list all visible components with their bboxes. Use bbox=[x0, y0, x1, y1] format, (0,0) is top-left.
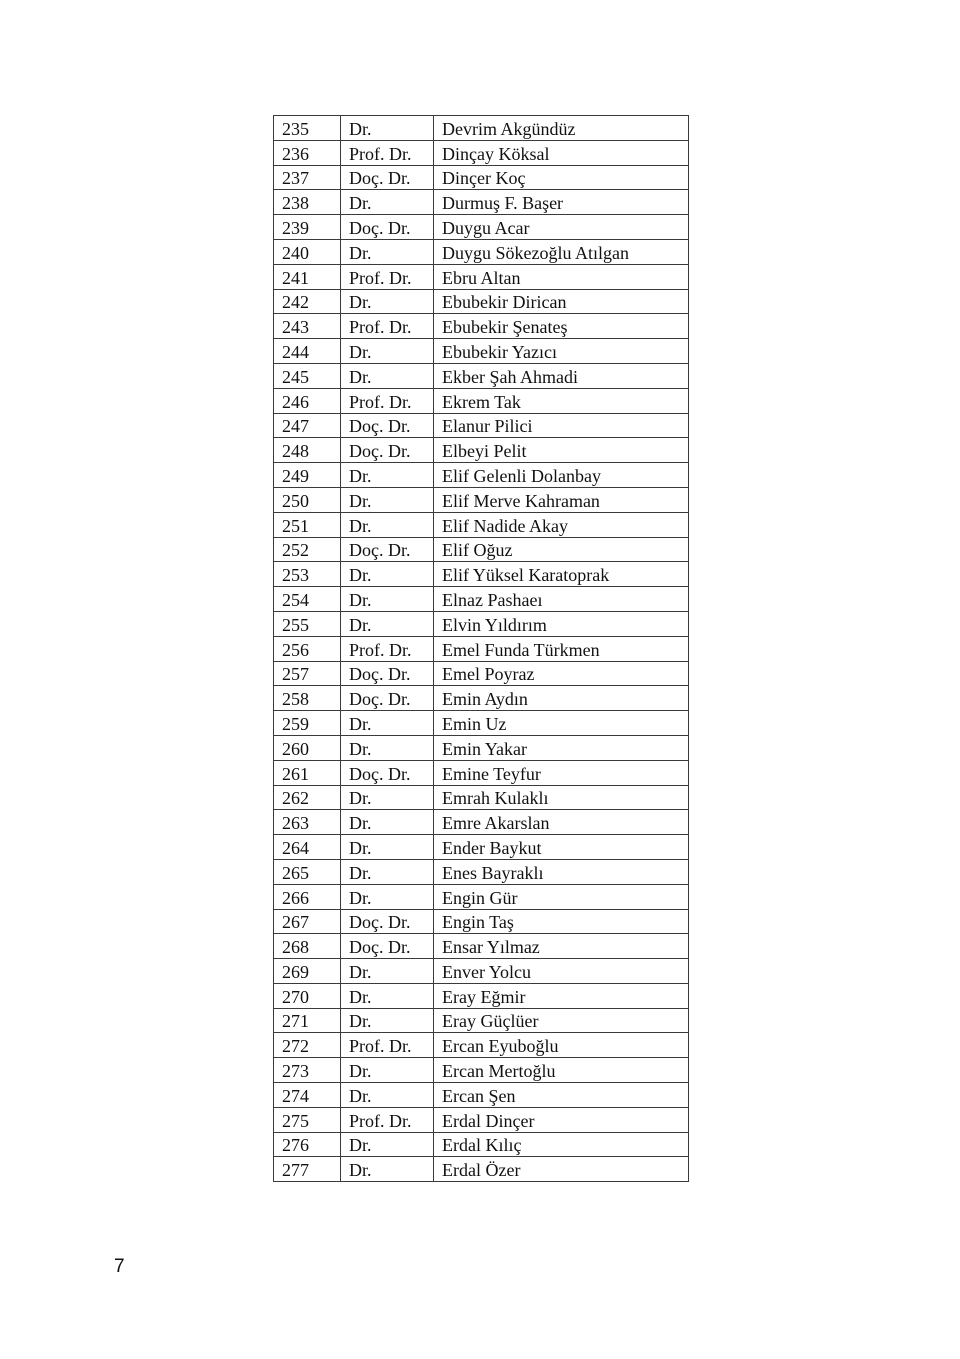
row-number-cell: 249 bbox=[274, 463, 341, 488]
row-number-cell: 247 bbox=[274, 413, 341, 438]
person-name-cell: Elanur Pilici bbox=[434, 413, 689, 438]
row-number-cell: 256 bbox=[274, 636, 341, 661]
academic-title-cell: Dr. bbox=[341, 562, 434, 587]
row-number-cell: 241 bbox=[274, 264, 341, 289]
table-row bbox=[274, 587, 689, 612]
academic-title-cell: Prof. Dr. bbox=[341, 264, 434, 289]
table-row bbox=[274, 785, 689, 810]
academic-title-cell: Dr. bbox=[341, 983, 434, 1008]
row-number-cell: 257 bbox=[274, 661, 341, 686]
row-number-cell: 263 bbox=[274, 810, 341, 835]
row-number-cell: 239 bbox=[274, 215, 341, 240]
academic-title-cell: Doç. Dr. bbox=[341, 934, 434, 959]
row-number-cell: 277 bbox=[274, 1157, 341, 1182]
academic-title-cell: Dr. bbox=[341, 463, 434, 488]
academic-title-cell: Dr. bbox=[341, 512, 434, 537]
row-number-cell: 271 bbox=[274, 1008, 341, 1033]
person-name-cell: Elnaz Pashaeı bbox=[434, 587, 689, 612]
row-number-cell: 274 bbox=[274, 1083, 341, 1108]
table-row bbox=[274, 760, 689, 785]
table-row bbox=[274, 735, 689, 760]
row-number-cell: 266 bbox=[274, 884, 341, 909]
academic-title-cell: Dr. bbox=[341, 587, 434, 612]
person-name-cell: Elbeyi Pelit bbox=[434, 438, 689, 463]
row-number-cell: 255 bbox=[274, 611, 341, 636]
person-name-cell: Eray Eğmir bbox=[434, 983, 689, 1008]
person-name-cell: Durmuş F. Başer bbox=[434, 190, 689, 215]
person-name-cell: Emin Aydın bbox=[434, 686, 689, 711]
academic-title-cell: Dr. bbox=[341, 190, 434, 215]
table-row bbox=[274, 636, 689, 661]
academic-title-cell: Prof. Dr. bbox=[341, 1107, 434, 1132]
row-number-cell: 262 bbox=[274, 785, 341, 810]
row-number-cell: 264 bbox=[274, 835, 341, 860]
academic-title-cell: Doç. Dr. bbox=[341, 165, 434, 190]
person-name-cell: Ebru Altan bbox=[434, 264, 689, 289]
table-row bbox=[274, 438, 689, 463]
table-row bbox=[274, 1083, 689, 1108]
table-row bbox=[274, 289, 689, 314]
academic-title-cell: Doç. Dr. bbox=[341, 686, 434, 711]
row-number-cell: 246 bbox=[274, 388, 341, 413]
academic-title-cell: Dr. bbox=[341, 859, 434, 884]
academic-title-cell: Dr. bbox=[341, 289, 434, 314]
academic-title-cell: Dr. bbox=[341, 239, 434, 264]
academic-title-cell: Dr. bbox=[341, 884, 434, 909]
person-name-cell: Ercan Mertoğlu bbox=[434, 1058, 689, 1083]
academic-title-cell: Doç. Dr. bbox=[341, 215, 434, 240]
row-number-cell: 259 bbox=[274, 711, 341, 736]
row-number-cell: 243 bbox=[274, 314, 341, 339]
row-number-cell: 273 bbox=[274, 1058, 341, 1083]
table-row bbox=[274, 983, 689, 1008]
row-number-cell: 236 bbox=[274, 140, 341, 165]
academic-title-cell: Dr. bbox=[341, 1008, 434, 1033]
academic-title-cell: Dr. bbox=[341, 711, 434, 736]
row-number-cell: 268 bbox=[274, 934, 341, 959]
table-row bbox=[274, 413, 689, 438]
person-name-cell: Erdal Özer bbox=[434, 1157, 689, 1182]
academic-title-cell: Doç. Dr. bbox=[341, 537, 434, 562]
row-number-cell: 238 bbox=[274, 190, 341, 215]
academic-title-cell: Prof. Dr. bbox=[341, 140, 434, 165]
table-row bbox=[274, 835, 689, 860]
row-number-cell: 237 bbox=[274, 165, 341, 190]
table-row bbox=[274, 884, 689, 909]
row-number-cell: 260 bbox=[274, 735, 341, 760]
academic-title-cell: Doç. Dr. bbox=[341, 661, 434, 686]
table-row bbox=[274, 1157, 689, 1182]
table-row bbox=[274, 611, 689, 636]
row-number-cell: 252 bbox=[274, 537, 341, 562]
person-name-cell: Duygu Sökezoğlu Atılgan bbox=[434, 239, 689, 264]
table-row bbox=[274, 363, 689, 388]
person-name-cell: Elvin Yıldırım bbox=[434, 611, 689, 636]
row-number-cell: 248 bbox=[274, 438, 341, 463]
person-name-cell: Engin Gür bbox=[434, 884, 689, 909]
table-row bbox=[274, 810, 689, 835]
row-number-cell: 270 bbox=[274, 983, 341, 1008]
academic-title-cell: Prof. Dr. bbox=[341, 1033, 434, 1058]
person-name-cell: Ekber Şah Ahmadi bbox=[434, 363, 689, 388]
table-row bbox=[274, 562, 689, 587]
table-row bbox=[274, 215, 689, 240]
person-name-cell: Ebubekir Yazıcı bbox=[434, 339, 689, 364]
academic-title-cell: Dr. bbox=[341, 959, 434, 984]
person-name-cell: Ercan Şen bbox=[434, 1083, 689, 1108]
row-number-cell: 240 bbox=[274, 239, 341, 264]
person-name-cell: Ensar Yılmaz bbox=[434, 934, 689, 959]
row-number-cell: 235 bbox=[274, 116, 341, 141]
academic-title-cell: Doç. Dr. bbox=[341, 909, 434, 934]
row-number-cell: 253 bbox=[274, 562, 341, 587]
academic-title-cell: Dr. bbox=[341, 785, 434, 810]
table-row bbox=[274, 661, 689, 686]
row-number-cell: 272 bbox=[274, 1033, 341, 1058]
person-name-cell: Ender Baykut bbox=[434, 835, 689, 860]
academic-title-cell: Dr. bbox=[341, 1157, 434, 1182]
row-number-cell: 275 bbox=[274, 1107, 341, 1132]
table-row bbox=[274, 165, 689, 190]
academic-title-cell: Prof. Dr. bbox=[341, 388, 434, 413]
person-name-cell: Elif Oğuz bbox=[434, 537, 689, 562]
person-name-cell: Erdal Kılıç bbox=[434, 1132, 689, 1157]
person-name-cell: Elif Nadide Akay bbox=[434, 512, 689, 537]
row-number-cell: 276 bbox=[274, 1132, 341, 1157]
person-name-cell: Dinçer Koç bbox=[434, 165, 689, 190]
academic-title-cell: Dr. bbox=[341, 810, 434, 835]
page-number: 7 bbox=[114, 1256, 125, 1277]
table-row bbox=[274, 487, 689, 512]
person-name-cell: Emin Yakar bbox=[434, 735, 689, 760]
table-row bbox=[274, 116, 689, 141]
roster-table-body bbox=[274, 116, 689, 1182]
person-name-cell: Enes Bayraklı bbox=[434, 859, 689, 884]
table-row bbox=[274, 711, 689, 736]
row-number-cell: 267 bbox=[274, 909, 341, 934]
academic-title-cell: Dr. bbox=[341, 116, 434, 141]
person-name-cell: Erdal Dinçer bbox=[434, 1107, 689, 1132]
academic-title-cell: Dr. bbox=[341, 339, 434, 364]
person-name-cell: Emin Uz bbox=[434, 711, 689, 736]
table-row bbox=[274, 909, 689, 934]
academic-title-cell: Dr. bbox=[341, 835, 434, 860]
academic-title-cell: Doç. Dr. bbox=[341, 760, 434, 785]
table-row bbox=[274, 1033, 689, 1058]
table-row bbox=[274, 190, 689, 215]
academic-roster-table bbox=[273, 115, 689, 1182]
row-number-cell: 244 bbox=[274, 339, 341, 364]
table-row bbox=[274, 959, 689, 984]
row-number-cell: 254 bbox=[274, 587, 341, 612]
academic-title-cell: Prof. Dr. bbox=[341, 636, 434, 661]
row-number-cell: 269 bbox=[274, 959, 341, 984]
table-row bbox=[274, 339, 689, 364]
row-number-cell: 250 bbox=[274, 487, 341, 512]
academic-title-cell: Dr. bbox=[341, 363, 434, 388]
table-row bbox=[274, 859, 689, 884]
academic-title-cell: Dr. bbox=[341, 1132, 434, 1157]
row-number-cell: 245 bbox=[274, 363, 341, 388]
academic-title-cell: Prof. Dr. bbox=[341, 314, 434, 339]
table-row bbox=[274, 314, 689, 339]
person-name-cell: Emel Poyraz bbox=[434, 661, 689, 686]
table-row bbox=[274, 512, 689, 537]
academic-title-cell: Dr. bbox=[341, 1083, 434, 1108]
person-name-cell: Elif Merve Kahraman bbox=[434, 487, 689, 512]
row-number-cell: 242 bbox=[274, 289, 341, 314]
person-name-cell: Engin Taş bbox=[434, 909, 689, 934]
person-name-cell: Enver Yolcu bbox=[434, 959, 689, 984]
person-name-cell: Eray Güçlüer bbox=[434, 1008, 689, 1033]
table-row bbox=[274, 388, 689, 413]
table-row bbox=[274, 1058, 689, 1083]
academic-title-cell: Dr. bbox=[341, 735, 434, 760]
table-row bbox=[274, 264, 689, 289]
person-name-cell: Ebubekir Şenateş bbox=[434, 314, 689, 339]
table-row bbox=[274, 1132, 689, 1157]
table-row bbox=[274, 463, 689, 488]
row-number-cell: 258 bbox=[274, 686, 341, 711]
person-name-cell: Elif Yüksel Karatoprak bbox=[434, 562, 689, 587]
table-row bbox=[274, 537, 689, 562]
academic-title-cell: Dr. bbox=[341, 487, 434, 512]
person-name-cell: Emine Teyfur bbox=[434, 760, 689, 785]
table-row bbox=[274, 140, 689, 165]
person-name-cell: Ekrem Tak bbox=[434, 388, 689, 413]
academic-title-cell: Doç. Dr. bbox=[341, 413, 434, 438]
person-name-cell: Duygu Acar bbox=[434, 215, 689, 240]
row-number-cell: 261 bbox=[274, 760, 341, 785]
academic-title-cell: Dr. bbox=[341, 1058, 434, 1083]
academic-title-cell: Doç. Dr. bbox=[341, 438, 434, 463]
person-name-cell: Devrim Akgündüz bbox=[434, 116, 689, 141]
person-name-cell: Ebubekir Dirican bbox=[434, 289, 689, 314]
person-name-cell: Ercan Eyuboğlu bbox=[434, 1033, 689, 1058]
person-name-cell: Elif Gelenli Dolanbay bbox=[434, 463, 689, 488]
table-row bbox=[274, 934, 689, 959]
person-name-cell: Dinçay Köksal bbox=[434, 140, 689, 165]
row-number-cell: 251 bbox=[274, 512, 341, 537]
table-row bbox=[274, 1107, 689, 1132]
person-name-cell: Emel Funda Türkmen bbox=[434, 636, 689, 661]
person-name-cell: Emre Akarslan bbox=[434, 810, 689, 835]
person-name-cell: Emrah Kulaklı bbox=[434, 785, 689, 810]
row-number-cell: 265 bbox=[274, 859, 341, 884]
table-row bbox=[274, 239, 689, 264]
academic-title-cell: Dr. bbox=[341, 611, 434, 636]
table-row bbox=[274, 686, 689, 711]
table-row bbox=[274, 1008, 689, 1033]
